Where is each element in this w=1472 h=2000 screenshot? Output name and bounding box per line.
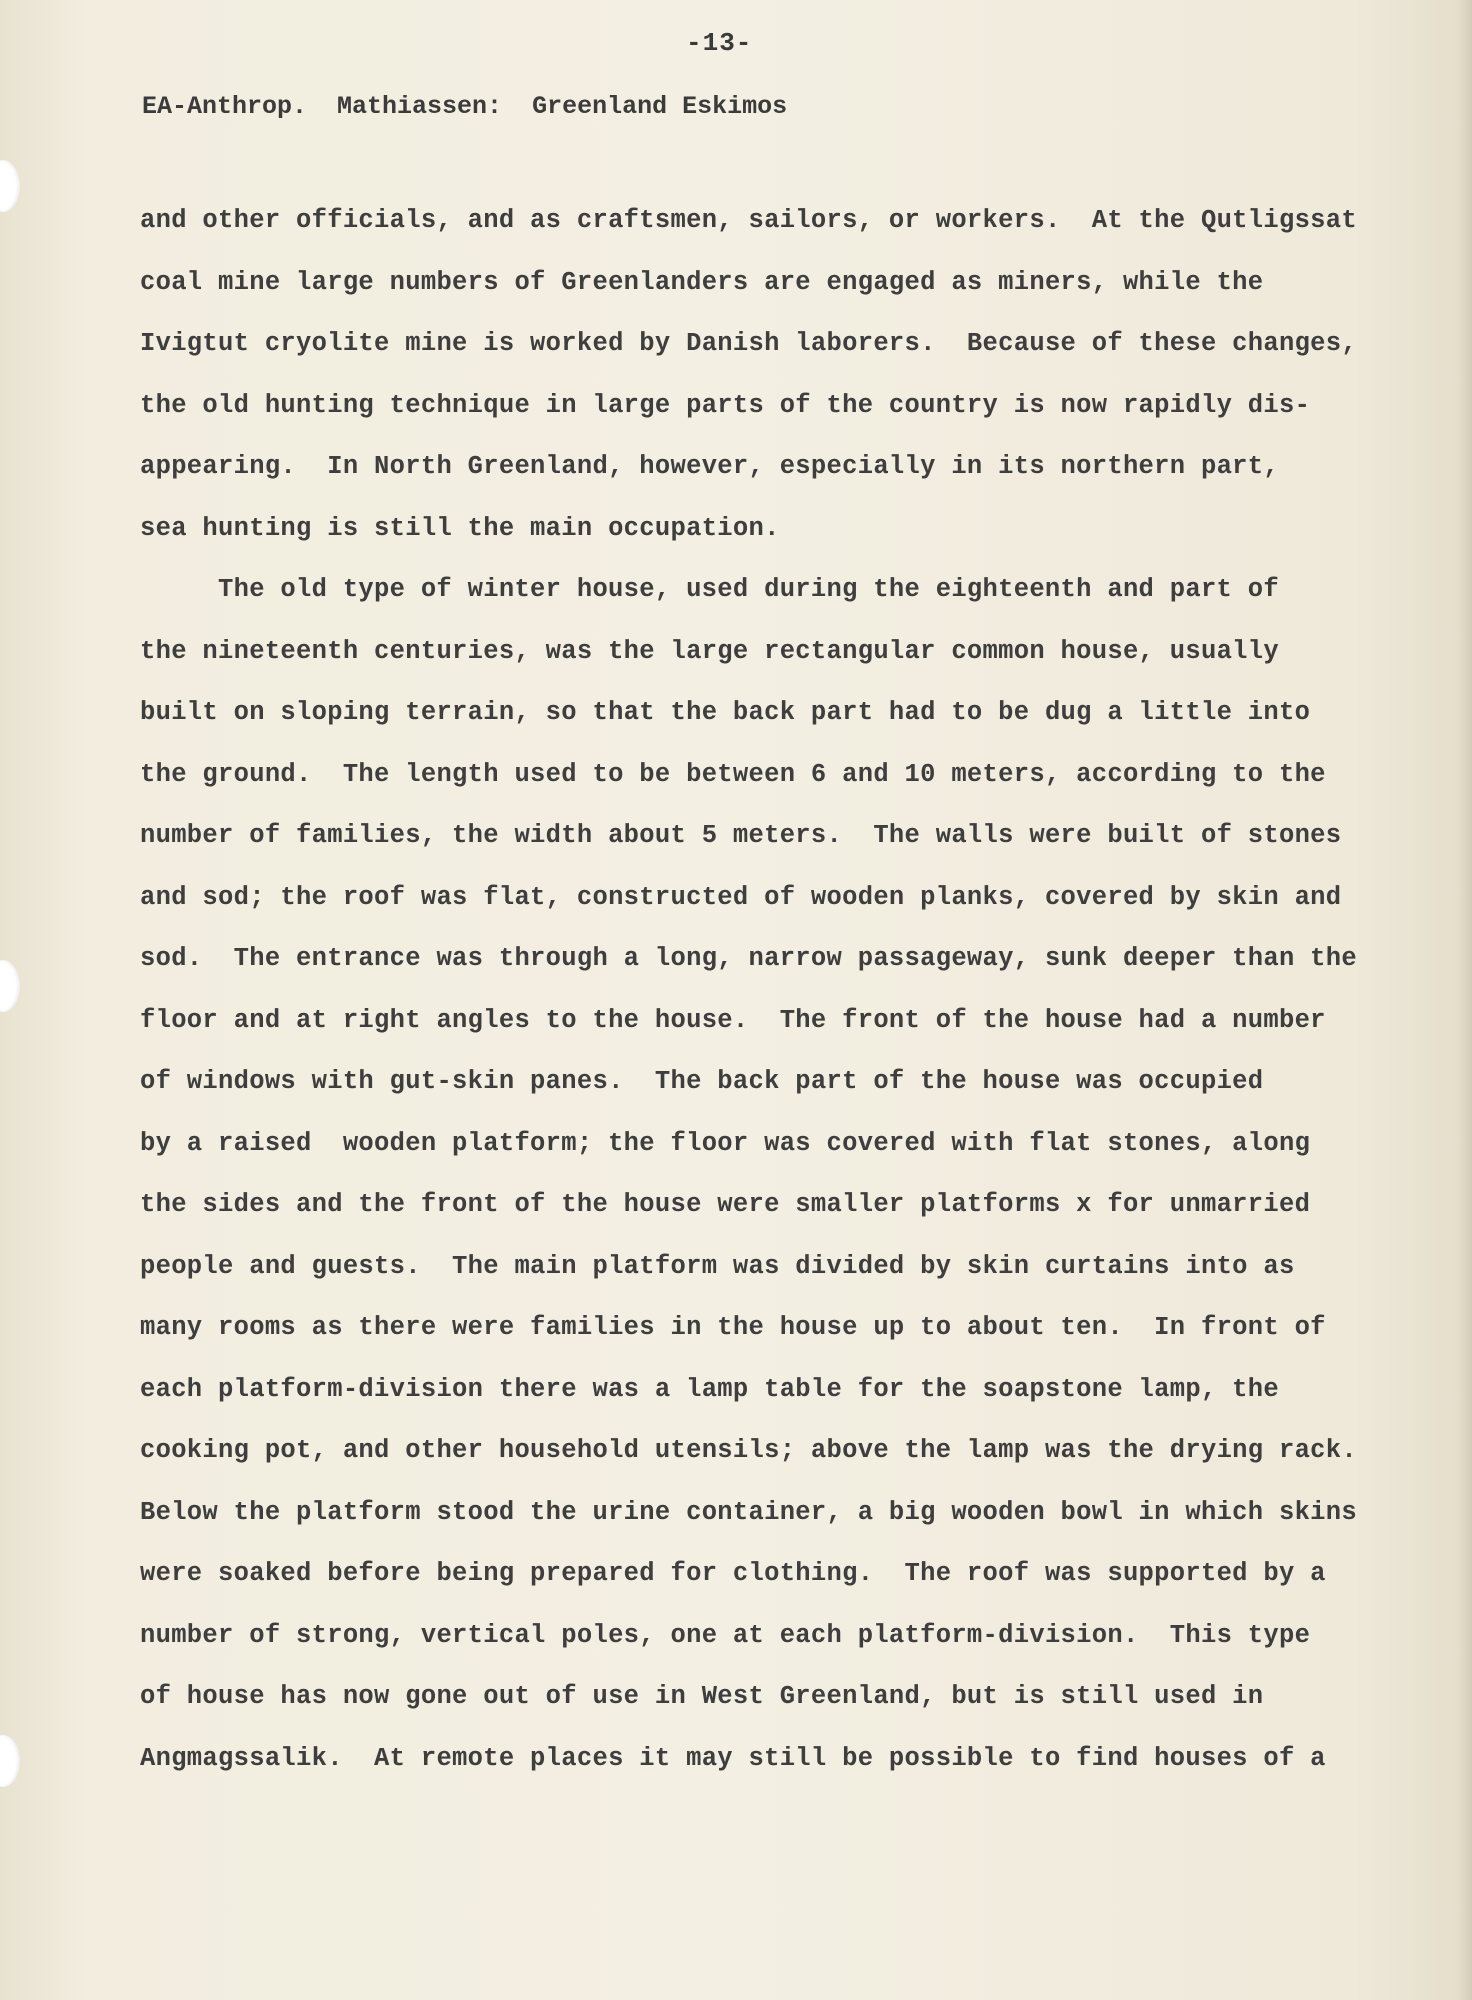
text-line: were soaked before being prepared for clothing. The roof was supported by a [140, 1559, 1326, 1588]
text-line: of house has now gone out of use in West Greenland, but is still used in [140, 1682, 1264, 1711]
text-line: and sod; the roof was flat, constructed of wooden planks, covered by skin and [140, 882, 1342, 912]
page-number: -13- [686, 28, 753, 58]
text-line: number of families, the width about 5 meters. The walls were built of stones [140, 821, 1342, 850]
text-line: the ground. The length used to be between 6 and 10 meters, according to the [140, 759, 1326, 789]
text-line: the nineteenth centuries, was the large rectangular common house, usually [140, 636, 1279, 666]
text-line: Ivigtut cryolite mine is worked by Danish laborers. Because of these changes, [140, 329, 1357, 358]
paragraph-first-line: The old type of winter house, used during the eighteenth and part of [218, 575, 1279, 604]
text-line: Below the platform stood the urine container, a big wooden bowl in which skins [140, 1497, 1357, 1527]
text-line: people and guests. The main platform was divided by skin curtains into as [140, 1251, 1295, 1281]
text-line: Angmagssalik. At remote places it may still be possible to find houses of a [140, 1743, 1326, 1773]
page-edge-shadow [1458, 0, 1472, 2000]
text-line: sod. The entrance was through a long, narrow passageway, sunk deeper than the [140, 944, 1357, 973]
text-line: sea hunting is still the main occupation. [140, 513, 780, 543]
text-line: the sides and the front of the house were smaller platforms x for unmarried [140, 1190, 1311, 1219]
text-line: many rooms as there were families in the house up to about ten. In front of [140, 1313, 1326, 1342]
text-line: the old hunting technique in large parts of the country is now rapidly dis- [140, 390, 1311, 420]
text-line: each platform-division there was a lamp table for the soapstone lamp, the [140, 1374, 1279, 1404]
punch-hole [0, 160, 20, 212]
punch-hole [0, 960, 20, 1012]
text-line: and other officials, and as craftsmen, sailors, or workers. At the Qutligssat [140, 206, 1357, 235]
text-line: of windows with gut-skin panes. The back part of the house was occupied [140, 1067, 1264, 1096]
text-line: number of strong, vertical poles, one at each platform-division. This type [140, 1620, 1311, 1650]
text-line: appearing. In North Greenland, however, especially in its northern part, [140, 452, 1279, 481]
text-line: by a raised wooden platform; the floor was covered with flat stones, along [140, 1128, 1311, 1158]
punch-hole [0, 1735, 20, 1787]
text-line: floor and at right angles to the house. The front of the house had a number [140, 1005, 1326, 1035]
running-head: EA-Anthrop. Mathiassen: Greenland Eskimos [142, 92, 788, 121]
text-line: built on sloping terrain, so that the back part had to be dug a little into [140, 698, 1311, 727]
body-text [140, 200, 1360, 1799]
text-line: coal mine large numbers of Greenlanders are engaged as miners, while the [140, 267, 1264, 297]
text-line: cooking pot, and other household utensils; above the lamp was the drying rack. [140, 1436, 1357, 1465]
